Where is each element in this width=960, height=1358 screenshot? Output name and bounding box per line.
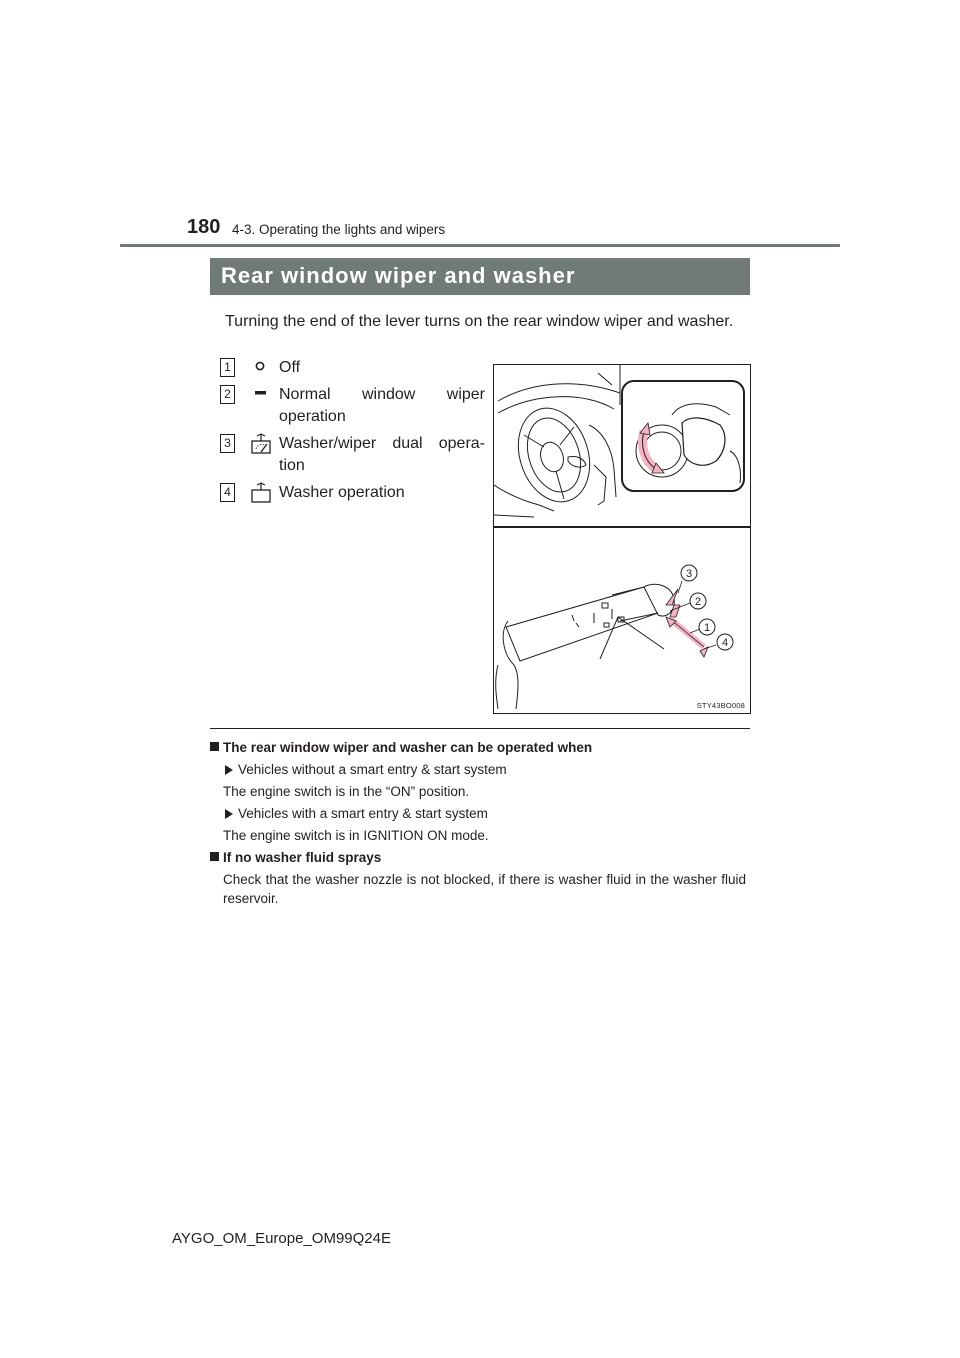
item-label: Washer operation bbox=[279, 484, 405, 501]
note-heading: The rear window wiper and washer can be operated when bbox=[210, 738, 746, 757]
dash-icon bbox=[248, 384, 274, 406]
notes bbox=[210, 735, 746, 908]
item-label: Off bbox=[279, 359, 301, 376]
header-rule bbox=[120, 244, 840, 247]
note-body: Check that the washer nozzle is not blocked, if there is washer fluid in the washer fluid reservoir. bbox=[223, 872, 746, 906]
note-body: The engine switch is in the “ON” position. bbox=[223, 784, 470, 799]
page-title: Rear window wiper and washer bbox=[221, 263, 576, 288]
item-number: 2 bbox=[220, 385, 235, 404]
position-list bbox=[220, 357, 485, 504]
note-heading: If no washer fluid sprays bbox=[210, 848, 746, 867]
section-title: 4-3. Operating the lights and wipers bbox=[232, 222, 446, 237]
figure-code: STY43BO008 bbox=[696, 701, 745, 710]
illustration-drawing bbox=[494, 365, 750, 713]
title-bar bbox=[210, 258, 750, 295]
intro-text: Turning the end of the lever turns on the rear window wiper and washer. bbox=[225, 313, 734, 330]
item-label: Washer/wiper dual opera-tion bbox=[279, 435, 485, 474]
footer-code: AYGO_OM_Europe_OM99Q24E bbox=[172, 1230, 391, 1247]
position-item-washer bbox=[220, 482, 485, 504]
callout-1: 1 bbox=[703, 622, 711, 634]
callout-4: 4 bbox=[721, 637, 729, 649]
lever-illustration bbox=[493, 364, 751, 714]
callout-3: 3 bbox=[685, 568, 693, 580]
item-label: Normal window wiper operation bbox=[279, 386, 485, 425]
washer-wiper-icon bbox=[248, 433, 274, 455]
washer-icon bbox=[248, 482, 274, 504]
section-divider bbox=[210, 728, 750, 729]
zoom-inset bbox=[622, 381, 744, 491]
note-sub: Vehicles with a smart entry & start system bbox=[210, 804, 746, 823]
item-number: 1 bbox=[220, 358, 235, 377]
callout-2: 2 bbox=[694, 596, 702, 608]
position-item-washer-wiper bbox=[220, 433, 485, 477]
position-item-normal bbox=[220, 384, 485, 428]
steering-wheel-drawing bbox=[494, 365, 620, 517]
wiper-lever-drawing bbox=[496, 584, 675, 709]
page-number: 180 bbox=[187, 216, 221, 238]
position-item-off bbox=[220, 357, 485, 379]
item-number: 3 bbox=[220, 434, 235, 453]
item-number: 4 bbox=[220, 483, 235, 502]
note-sub: Vehicles without a smart entry & start system bbox=[210, 760, 746, 779]
off-circle-icon bbox=[248, 357, 274, 379]
note-body: The engine switch is in IGNITION ON mode. bbox=[223, 828, 489, 843]
